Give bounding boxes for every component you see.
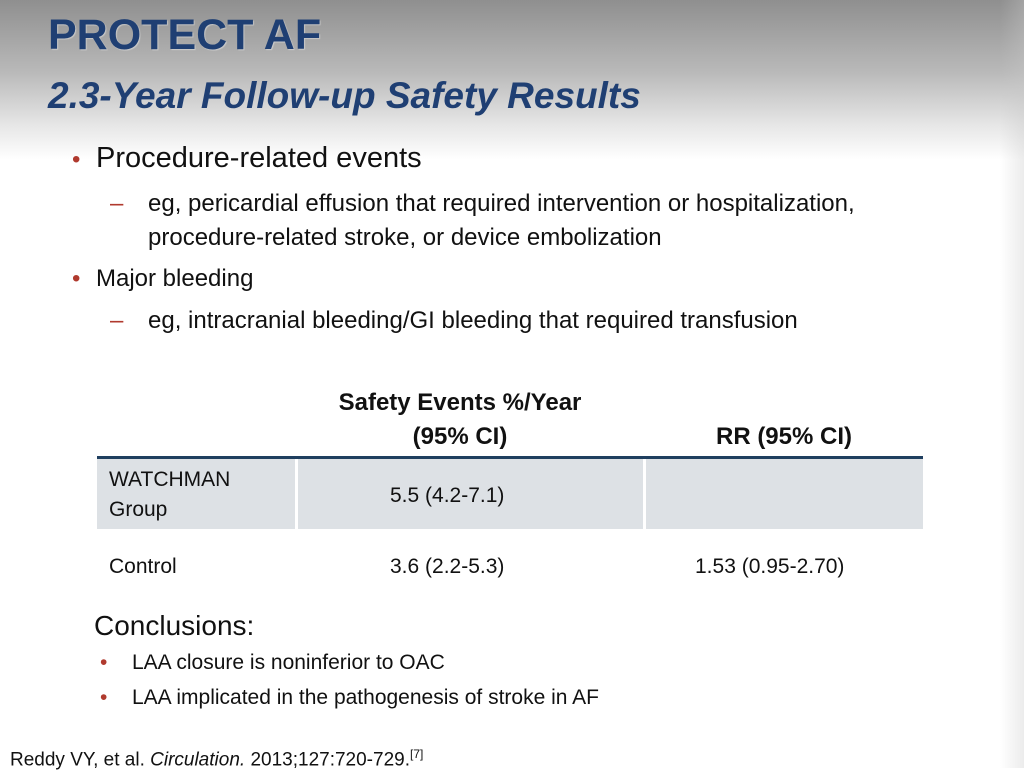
- conclusions-title: Conclusions:: [94, 610, 255, 641]
- conclusion-item: [100, 651, 445, 675]
- bullet-marker: •: [72, 146, 81, 173]
- citation-authors: Reddy VY, et al.: [10, 749, 151, 771]
- citation-details: 2013;127:720-729.: [245, 749, 410, 771]
- group-line2: Group: [109, 498, 168, 521]
- citation-journal: Circulation.: [150, 749, 246, 771]
- header-safety-events: [300, 386, 620, 454]
- bullet-major-bleeding: [72, 265, 253, 293]
- citation: [10, 747, 423, 771]
- dash-marker: –: [110, 307, 124, 334]
- header-rr: RR (95% CI): [715, 423, 853, 450]
- conclusion-item: [100, 686, 599, 710]
- bullet-label: Major bleeding: [96, 265, 254, 292]
- cell-rr: 1.53 (0.95-2.70): [695, 555, 845, 578]
- slide-subtitle: 2.3-Year Follow-up Safety Results: [48, 75, 641, 116]
- bullet-marker: •: [72, 265, 81, 292]
- sub-bullet-text-line1: eg, pericardial effusion that required intervention or hospitalization,: [148, 190, 855, 217]
- slide-edge-shadow: [1000, 0, 1024, 768]
- cell-group: Control: [109, 555, 177, 578]
- group-line1: WATCHMAN: [109, 468, 231, 491]
- sub-bullet-text-line2: procedure-related stroke, or device embolization: [148, 224, 662, 251]
- conclusion-text: LAA implicated in the pathogenesis of stroke in AF: [132, 686, 599, 709]
- column-divider: [295, 459, 298, 529]
- column-divider: [643, 459, 646, 529]
- cell-group: [109, 465, 230, 525]
- header-line1: Safety Events %/Year: [338, 389, 582, 416]
- bullet-procedure-events: [72, 142, 422, 175]
- cell-events: 5.5 (4.2-7.1): [390, 484, 505, 507]
- citation-ref: [7]: [409, 747, 424, 761]
- bullet-marker: •: [100, 651, 108, 674]
- sub-bullet-text-line1: eg, intracranial bleeding/GI bleeding that required transfusion: [148, 307, 798, 334]
- cell-events: 3.6 (2.2-5.3): [390, 555, 505, 578]
- bullet-marker: •: [100, 686, 108, 709]
- conclusion-text: LAA closure is noninferior to OAC: [132, 651, 445, 674]
- dash-marker: –: [110, 190, 124, 217]
- header-line2: (95% CI): [412, 423, 508, 450]
- slide-title: PROTECT AF: [48, 11, 322, 59]
- bullet-label: Procedure-related events: [96, 142, 422, 174]
